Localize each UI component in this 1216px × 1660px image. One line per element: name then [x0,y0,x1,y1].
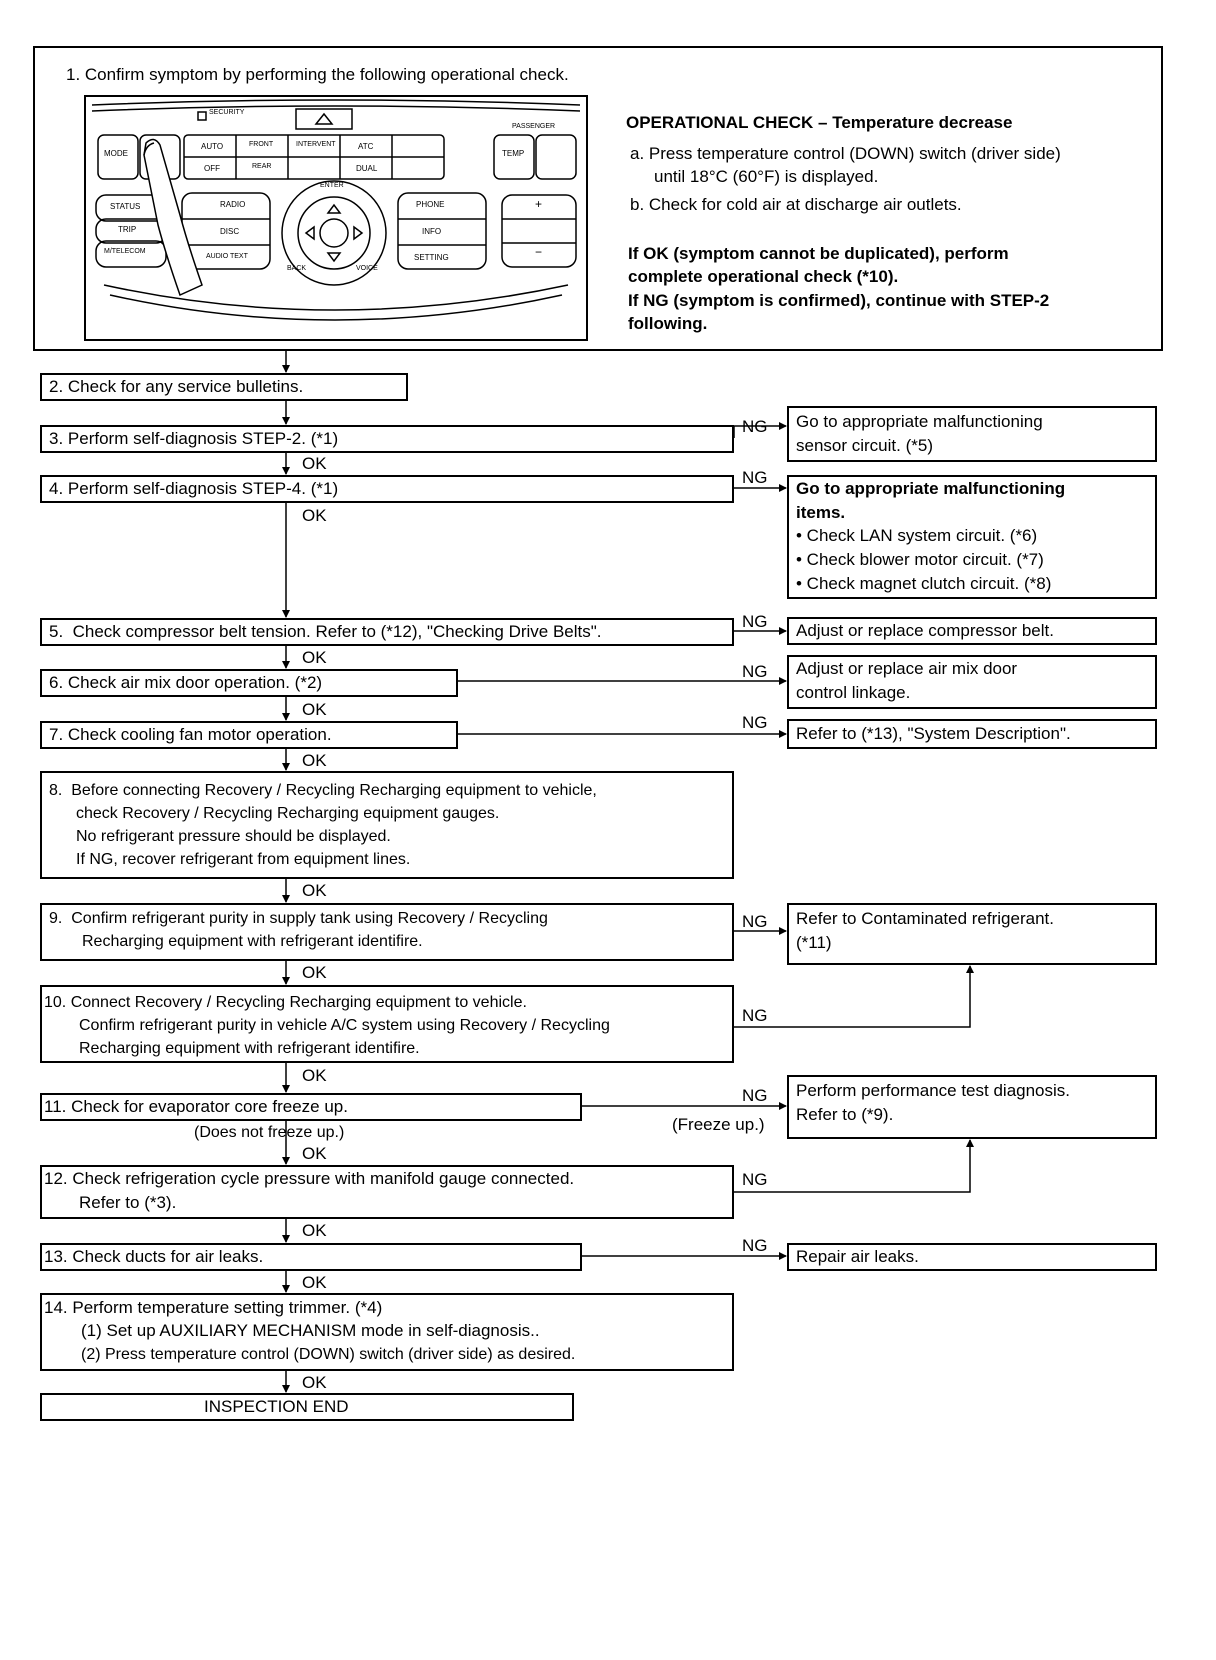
result7-text: Refer to (*13), "System Description". [796,724,1071,743]
result3-line1: Go to appropriate malfunctioning [796,412,1043,431]
step14-line1: 14. Perform temperature setting trimmer. (*4) [44,1298,383,1317]
result3-line2: sensor circuit. (*5) [796,436,933,455]
freeze-up-label: (Freeze up.) [672,1115,765,1134]
step8-line3: No refrigerant pressure should be displayed. [76,828,391,845]
panel-passenger-label: PASSENGER [512,123,556,130]
op-check-title: OPERATIONAL CHECK – Temperature decrease [626,113,1013,132]
step3-text: 3. Perform self-diagnosis STEP-2. (*1) [49,429,339,448]
step2-text: 2. Check for any service bulletins. [49,377,304,396]
ng-label-4: NG [742,468,768,487]
panel-enter-label: ENTER [320,182,344,189]
step12-line2: Refer to (*3). [79,1193,177,1212]
panel-atc-label: ATC [358,142,374,151]
panel-voice-label: VOICE [356,265,378,272]
step13-text: 13. Check ducts for air leaks. [44,1247,264,1266]
ok-label-3: OK [302,454,327,473]
result11-line1: Perform performance test diagnosis. [796,1081,1071,1100]
op-check-b: b. Check for cold air at discharge air outlets. [630,195,962,214]
step6-text: 6. Check air mix door operation. (*2) [49,673,323,692]
op-check-a2: until 18°C (60°F) is displayed. [654,167,879,186]
panel-front-label: FRONT [249,141,274,148]
result13-text: Repair air leaks. [796,1247,919,1266]
result9-line2: (*11) [796,933,832,952]
result11-line2: Refer to (*9). [796,1105,894,1124]
ng-label-13: NG [742,1236,768,1255]
step10-line3: Recharging equipment with refrigerant identifire. [79,1040,420,1057]
result9-line1: Refer to Contaminated refrigerant. [796,909,1054,928]
panel-minus-label: − [535,245,543,259]
inspection-end-text: INSPECTION END [204,1397,349,1416]
not-freeze-label: (Does not freeze up.) [194,1124,345,1141]
panel-phone-label: PHONE [416,200,445,209]
result6-line2: control linkage. [796,683,911,702]
panel-back-label: BACK [287,265,307,272]
op-check-a1: a. Press temperature control (DOWN) switch (driver side) [630,144,1061,163]
ok-label-10: OK [302,1066,327,1085]
panel-status-label: STATUS [110,202,141,211]
panel-security-label: SECURITY [209,109,245,116]
panel-dual-label: DUAL [356,164,378,173]
step7-text: 7. Check cooling fan motor operation. [49,725,332,744]
step14-line2: (1) Set up AUXILIARY MECHANISM mode in self-diagnosis.. [81,1321,540,1340]
op-check-ok1: If OK (symptom cannot be duplicated), perform [628,244,1009,263]
result4-line3: • Check LAN system circuit. (*6) [796,526,1038,545]
ok-label-5: OK [302,648,327,667]
result4-line5: • Check magnet clutch circuit. (*8) [796,574,1052,593]
step1-title: 1. Confirm symptom by performing the following operational check. [66,65,569,84]
ng-label-3: NG [742,417,768,436]
step10-line2: Confirm refrigerant purity in vehicle A/C system using Recovery / Recycling [79,1017,610,1034]
panel-temp-label: TEMP [502,149,525,158]
panel-mtel-label: M/TELECOM [104,248,146,255]
panel-mode-label: MODE [104,149,128,158]
ng-arrow-12 [734,1140,970,1192]
ng-label-12: NG [742,1170,768,1189]
panel-audiotext-label: AUDIO TEXT [206,253,248,260]
ng-label-6: NG [742,662,768,681]
ok-label-7: OK [302,751,327,770]
step12-line1: 12. Check refrigeration cycle pressure with manifold gauge connected. [44,1169,575,1188]
result5-text: Adjust or replace compressor belt. [796,621,1054,640]
ng-label-5: NG [742,612,768,631]
result4-line1: Go to appropriate malfunctioning [796,479,1066,498]
ok-label-14: OK [302,1373,327,1392]
op-check-ok2: complete operational check (*10). [628,267,899,286]
panel-auto-label: AUTO [201,142,224,151]
panel-setting-label: SETTING [414,253,449,262]
panel-intervent-label: INTERVENT [296,141,336,148]
panel-trip-label: TRIP [118,225,137,234]
ng-label-10: NG [742,1006,768,1025]
result4-line2: items. [796,503,846,522]
ok-label-6: OK [302,700,327,719]
op-check-ng2: following. [628,314,708,333]
ok-label-8: OK [302,881,327,900]
ok-label-9: OK [302,963,327,982]
step4-text: 4. Perform self-diagnosis STEP-4. (*1) [49,479,339,498]
step8-line1: 8. Before connecting Recovery / Recycling Recharging equipment to vehicle, [49,782,597,799]
panel-radio-label: RADIO [220,200,246,209]
step9-line2: Recharging equipment with refrigerant identifire. [82,933,423,950]
result4-line4: • Check blower motor circuit. (*7) [796,550,1044,569]
ng-label-7: NG [742,713,768,732]
ng-arrow-10 [734,966,970,1027]
step14-line3: (2) Press temperature control (DOWN) switch (driver side) as desired. [81,1346,576,1363]
step8-line4: If NG, recover refrigerant from equipment lines. [76,851,411,868]
ok-label-12: OK [302,1221,327,1240]
panel-off-label: OFF [204,164,220,173]
ng-label-11: NG [742,1086,768,1105]
panel-disc-label: DISC [220,227,240,236]
step9-line1: 9. Confirm refrigerant purity in supply tank using Recovery / Recycling [49,910,548,927]
step11-text: 11. Check for evaporator core freeze up. [44,1097,348,1116]
ok-label-4: OK [302,506,327,525]
step10-line1: 10. Connect Recovery / Recycling Recharging equipment to vehicle. [44,994,527,1011]
result6-line1: Adjust or replace air mix door [796,659,1018,678]
step5-text: 5. Check compressor belt tension. Refer to (*12), "Checking Drive Belts". [49,622,602,641]
panel-plus-label: + [535,197,543,211]
ok-label-11: OK [302,1144,327,1163]
op-check-ng1: If NG (symptom is confirmed), continue with STEP-2 [628,291,1050,310]
panel-rear-label: REAR [252,163,272,170]
panel-info-label: INFO [422,227,442,236]
ng-label-9: NG [742,912,768,931]
ok-label-13: OK [302,1273,327,1292]
step8-line2: check Recovery / Recycling Recharging equipment gauges. [76,805,500,822]
